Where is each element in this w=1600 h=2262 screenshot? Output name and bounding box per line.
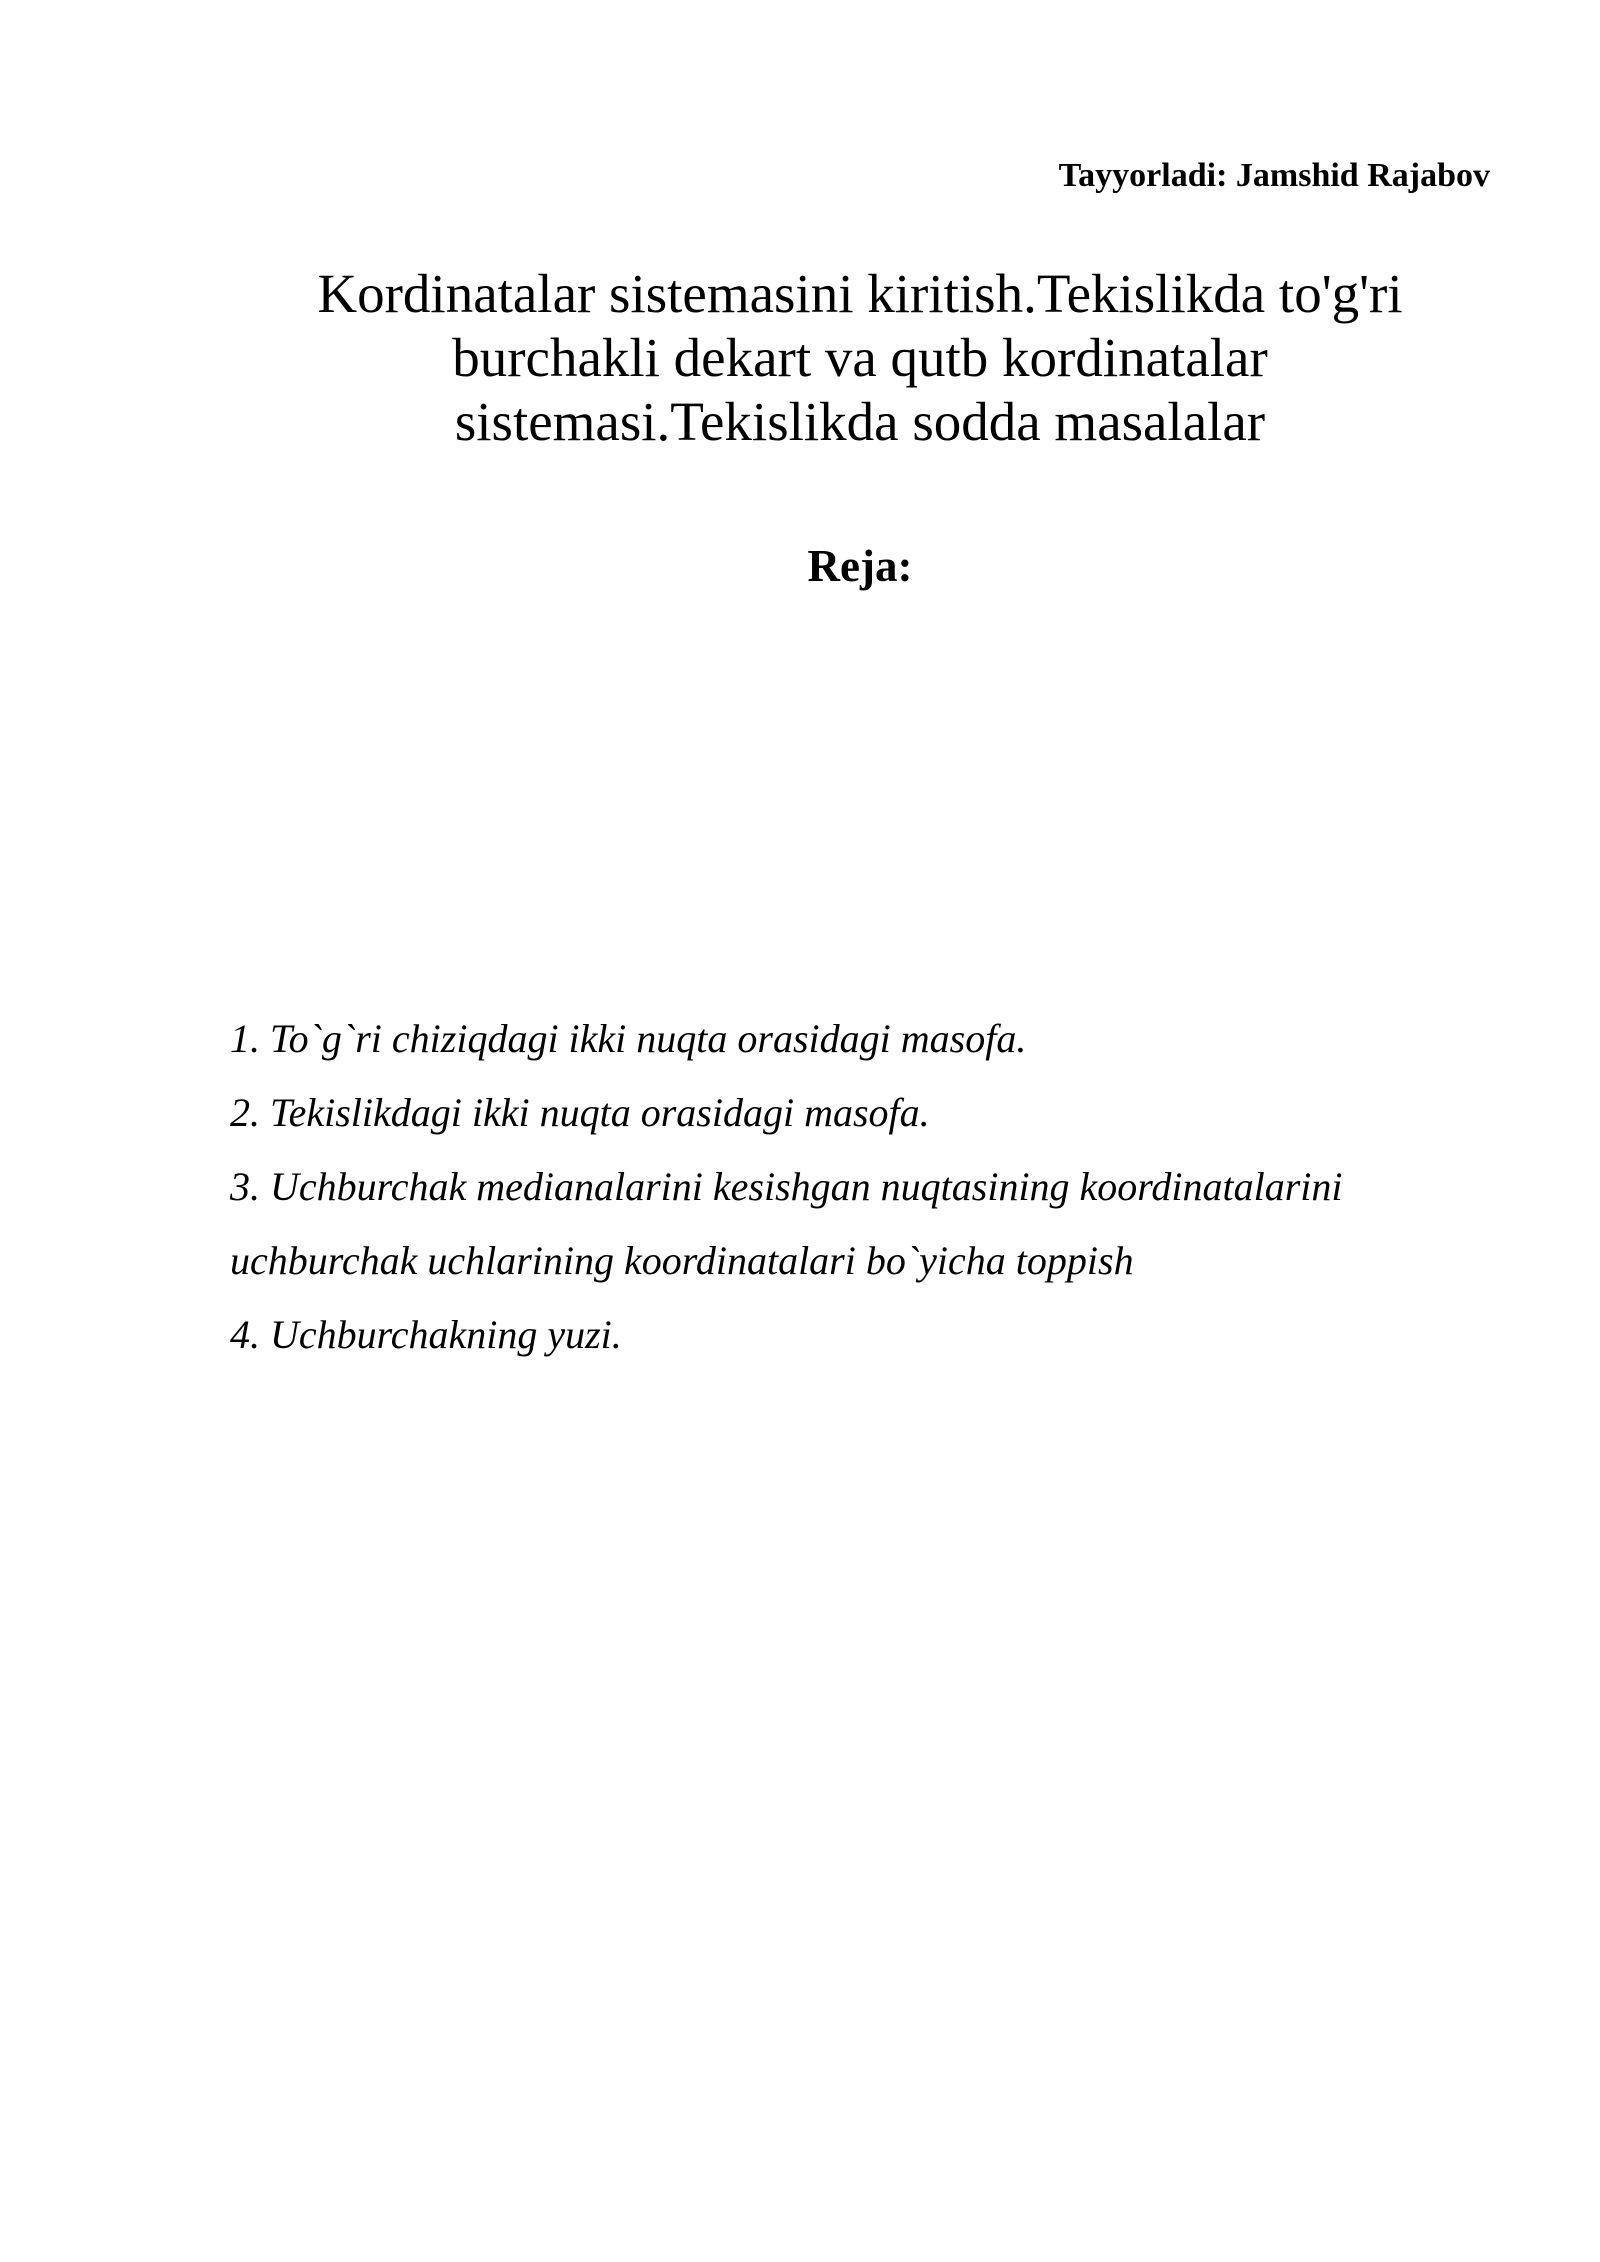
plan-list — [230, 1002, 1530, 1372]
plan-item: 3. Uchburchak medianalarini kesishgan nuqtasining koordinatalarini — [230, 1164, 1343, 1209]
plan-item: 2. Tekislikdagi ikki nuqta orasidagi masofa. — [230, 1090, 930, 1135]
plan-item: 1. To`g`ri chiziqdagi ikki nuqta orasidagi masofa. — [230, 1016, 1027, 1061]
title-line: Kordinatalar sistemasini kiritish.Tekislikda to'g'ri — [317, 263, 1403, 324]
plan-item: 4. Uchburchakning yuzi. — [230, 1312, 622, 1357]
title-line: burchakli dekart va qutb kordinatalar — [452, 327, 1268, 388]
document-title — [240, 262, 1480, 454]
author-credit: Tayyorladi: Jamshid Rajabov — [1058, 157, 1490, 194]
plan-heading: Reja: — [807, 541, 913, 591]
title-line: sistemasi.Tekislikda sodda masalalar — [454, 391, 1266, 452]
plan-item-continuation: uchburchak uchlarining koordinatalari bo`yicha toppish — [230, 1238, 1134, 1283]
